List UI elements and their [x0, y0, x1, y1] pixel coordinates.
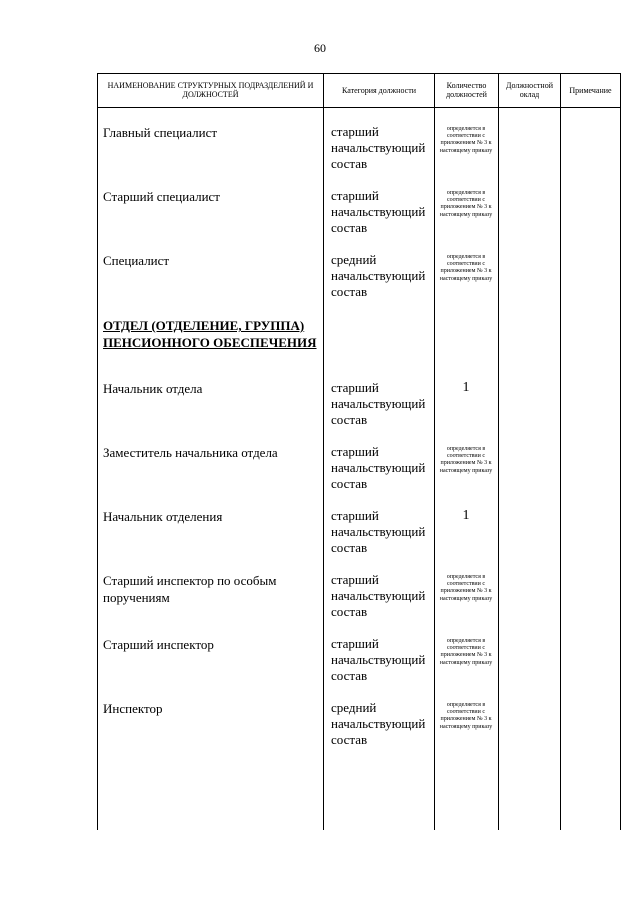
position-quantity: определяется в соответствии с приложением № 3 к настоящему приказу	[439, 702, 493, 730]
position-name: Начальник отдела	[103, 381, 203, 396]
table-border-left	[97, 73, 98, 830]
header-name-column: НАИМЕНОВАНИЕ СТРУКТУРНЫХ ПОДРАЗДЕЛЕНИЙ И ДОЛЖНОСТЕЙ	[107, 81, 314, 99]
position-name: Старший инспектор	[103, 637, 214, 652]
position-category: старший начальствующий состав	[331, 636, 426, 683]
position-quantity: определяется в соответствии с приложением № 3 к настоящему приказу	[439, 446, 493, 474]
position-name: Главный специалист	[103, 125, 218, 140]
position-name: Начальник отделения	[103, 509, 223, 524]
position-category: старший начальствующий состав	[331, 508, 426, 555]
table-border-right	[620, 73, 621, 830]
position-name: Специалист	[103, 253, 170, 268]
position-category: старший начальствующий состав	[331, 124, 426, 171]
position-quantity: определяется в соответствии с приложением № 3 к настоящему приказу	[439, 574, 493, 602]
section-title: ОТДЕЛ (ОТДЕЛЕНИЕ, ГРУППА) ПЕНСИОННОГО ОБЕСПЕЧЕНИЯ	[103, 318, 317, 350]
column-divider-note	[560, 73, 561, 830]
position-category: средний начальствующий состав	[331, 700, 426, 747]
position-quantity: 1	[462, 508, 470, 523]
position-quantity: определяется в соответствии с приложением № 3 к настоящему приказу	[439, 254, 493, 282]
position-category: старший начальствующий состав	[331, 188, 426, 235]
column-divider-salary	[498, 73, 499, 830]
position-quantity: определяется в соответствии с приложением № 3 к настоящему приказу	[439, 190, 493, 218]
position-name: Старший специалист	[103, 189, 220, 204]
header-salary-column: Должностной оклад	[506, 81, 553, 99]
position-name: Заместитель начальника отдела	[103, 445, 278, 460]
position-category: средний начальствующий состав	[331, 252, 426, 299]
position-name: Старший инспектор по особым поручениям	[103, 573, 277, 605]
position-category: старший начальствующий состав	[331, 572, 426, 619]
position-name: Инспектор	[103, 701, 163, 716]
header-bottom-border	[97, 107, 621, 108]
header-quantity-column: Количество должностей	[446, 81, 487, 99]
position-category: старший начальствующий состав	[331, 380, 426, 427]
header-note-column: Примечание	[569, 85, 612, 95]
page-number: 60	[314, 41, 326, 55]
header-category-column: Категория должности	[342, 85, 416, 95]
position-category: старший начальствующий состав	[331, 444, 426, 491]
column-divider-category	[323, 73, 324, 830]
position-quantity: 1	[462, 380, 470, 395]
position-quantity: определяется в соответствии с приложением № 3 к настоящему приказу	[439, 126, 493, 154]
position-quantity: определяется в соответствии с приложением № 3 к настоящему приказу	[439, 638, 493, 666]
